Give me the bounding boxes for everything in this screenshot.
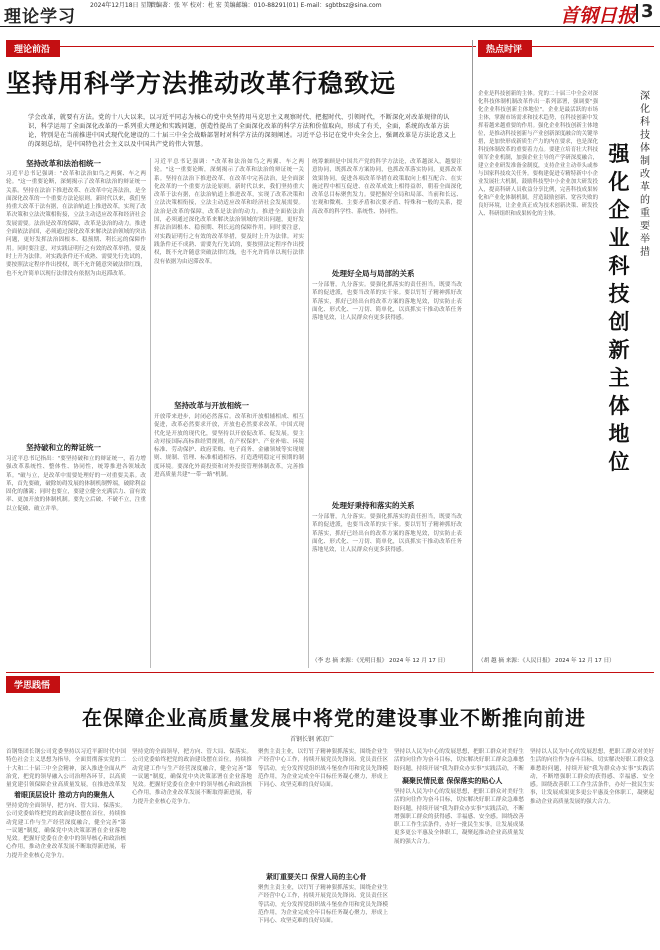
bottom-subhead-2: 紧盯重要关口 保营人局的主心骨: [266, 873, 367, 881]
section-name: 理论学习: [4, 7, 76, 27]
page-number: 3: [641, 1, 654, 22]
editor-line: 责编著：张 军 校对：杜 宏 美编邮编：010-88291(01) E-mail：sgbtbsz@sina.com: [150, 2, 382, 9]
subhead-1: 坚持改革和法治相统一: [26, 159, 101, 168]
page-number-divider: [636, 4, 638, 22]
section-5-body: 一分部署，九分落实。要强化抓落实的责任担当，既要当改革的促进派，也要当改革的实干家。要以钉钉子精神抓好改革落实，抓好已经出台的改革方案的落地见效，切实防止表面化、形式化、一刀切、简单化，以真抓实干推动改革任务落地见效，让人民群众有更多获得感。: [312, 514, 462, 554]
bottom-column-5: 坚持以人民为中心的发展思想，把职工群众对美好生活的向往作为奋斗目标，切实解决好职工群众急难愁盼问题，持续开展"我为群众办实事"实践活动，不断增强职工群众的获得感、幸福感、安全感。围绕改善职工工作生活条件，办好一批民生实事，让发展成果更多更公平惠及全体职工，凝聚起推动企业高质量发展的强大合力。: [530, 749, 654, 805]
kicker-tag: 理论前沿: [6, 40, 60, 57]
right-article-title: 强化企业科技创新主体地位: [608, 141, 630, 474]
right-article-body: 企业是科技创新的主体。党的二十届三中全会对深化科技体制机制改革作出一系列部署，强调要"强化企业科技创新主体地位"。企业是最活跃的市场主体，掌握市场需求和技术趋势，在科技创新中发挥着越来越重要的作用。强化企业科技创新主体地位，是推动科技创新与产业创新深度融合的关键举措，是加快形成新质生产力的内在要求，也是深化科技体制改革的重要着力点。要建立培育壮大科技领军企业机制，加强企业主导的产学研深度融合，建立企业研发准备金制度，支持企业主动牵头或参与国家科技攻关任务。要构建促进专精特新中小企业发展壮大机制，鼓励科技型中小企业加大研发投入，提高科研人员收益分享比例，完善科技成果转化和产业化体制机制，营造鼓励创新、宽容失败的良好环境，让企业真正成为技术创新决策、研发投入、科研组织和成果转化的主体。: [478, 91, 598, 217]
main-headline: 坚持用科学方法推动改革行稳致远: [6, 69, 397, 98]
section-2-body: 习近平总书记指出："要坚持破和立的辩证统一，着力增强改革系统性、整体性、协同性，统筹推进各领域改革。"破与立，是改革中需要处理好的一对重要关系。改革，首先要破，破除妨碍发展的体制机制弊端，破除利益固化的藩篱；同时也要立，要建立健全充满活力、富有效率、更加开放的体制机制。要先立后破、不破不立，注重以立促破、破立并举。: [6, 456, 146, 512]
date-line: 2024年12月18日 星期三: [90, 2, 159, 9]
section-4-body: 一分部署，九分落实。要强化抓落实的责任担当，既要当改革的促进派，也要当改革的实干家。要以钉钉子精神抓好改革落实，抓好已经出台的改革方案的落地见效，切实防止表面化、形式化、一刀切、简单化，以真抓实干推动改革任务落地见效，让人民群众有更多获得感。: [312, 282, 462, 322]
newspaper-logo: 首钢日报: [560, 5, 637, 27]
bottom-headline: 在保障企业高质量发展中将党的建设事业不断推向前进: [82, 706, 586, 730]
section-3-body: 开放带来进步，封闭必然落后。改革和开放相辅相成、相互促进，改革必然要求开放，开放也必然要求改革。中国式现代化是开放的现代化，要坚持以开放促改革、促发展。要主动对接国际高标准经贸规则，在产权保护、产业补贴、环境标准、劳动保护、政府采购、电子商务、金融领域等实现规则、规制、管理、标准相通相容，打造透明稳定可预期的制度环境。要深化外商投资和对外投资管理体制改革，完善推进高质量共建"一带一路"机制。: [154, 414, 304, 479]
bottom-section-1-body: 坚持党的全面领导，把方向、管大局、保落实。公司党委始终把党的政治建设摆在首位，持续推动党建工作与生产经营深度融合，健全完善"第一议题"制度，确保党中央决策部署在企业落地见效。把握好党委在企业中的领导核心和政治核心作用，推动企业改革发展不断取得新进展，着力提升企业核心竞争力。: [6, 803, 126, 859]
subhead-3: 坚持改革与开放相统一: [174, 401, 249, 410]
bottom-section-3-body: 坚持以人民为中心的发展思想，把职工群众对美好生活的向往作为奋斗目标，切实解决好职工群众急难愁盼问题，持续开展"我为群众办实事"实践活动，不断增强职工群众的获得感、幸福感、安全感。围绕改善职工工作生活条件，办好一批民生实事，让发展成果更多更公平惠及全体职工，凝聚起推动企业高质量发展的强大合力。: [394, 789, 524, 845]
section-divider: [472, 40, 473, 672]
bottom-subhead-3: 凝聚民情民意 保保落实的贴心人: [402, 777, 503, 785]
section-2-continued: [154, 158, 304, 393]
subhead-5: 处理好秉持和落实的关系: [332, 501, 415, 510]
bottom-kicker-tag: 学思践悟: [6, 676, 60, 693]
left-article-signature: （李 忠 摘 来源：《光明日报》 2024 年 12 月 17 日）: [312, 658, 449, 664]
section-3-continued: 统筹兼顾是中国共产党的科学方法论，改革越深入，越要注意协同，既抓改革方案协同，也抓改革落实协同，更抓改革效果协同，促进各项改革举措在政策取向上相互配合、在实施过程中相互促进、在改革成效上相得益彰，朝着全面深化改革总目标聚焦发力。要把握好全局和局部、当前和长远、宏观和微观、主要矛盾和次要矛盾、特殊和一般的关系，提高改革的科学性、系统性、协同性。: [312, 159, 462, 215]
bottom-subhead-1: 着眼顶层设计 推动方向的聚焦人: [14, 791, 115, 799]
right-article-signature: （胡 越 摘 来源：《人民日报》 2024 年 12 月 17 日）: [478, 658, 615, 664]
subhead-4: 处理好全局与局部的关系: [332, 269, 415, 278]
column-divider: [150, 158, 151, 668]
lead-paragraph: 学会改革，就要有方法。党的十八大以来，以习近平同志为核心的党中央坚持用马克思主义观察时代、把握时代、引领时代，不断深化对改革规律的认识，科学运用了全面深化改革的一系列重大理论和实践问题，创造性提出了全面深化改革的科学方法和价值取向，形成了有关，全面，系统的改革方法论，特别是在当前推进中国式现代化建设的二十届三中全会战略部署时对科学方法的深刻阐述。习近平总书记在党中央全会上，强调改革是方法论意义上的深刻总结，是中国特色社会主义以及中国共产党的伟大智慧。: [28, 114, 456, 148]
subhead-2: 坚持破和立的辩证统一: [26, 443, 101, 452]
bottom-column-3: 聚焦主责主业，以钉钉子精神狠抓落实，围绕企业生产经营中心工作，持续开展党员先锋岗、党员责任区等活动，充分发挥党组织战斗堡垒作用和党员先锋模范作用，为企业完成全年目标任务凝心聚力，形成上下同心、攻坚克难的良好局面。: [258, 749, 388, 789]
section-1-continued-text: 习近平总书记强调："改革和法治如鸟之两翼、车之两轮。"这一重要论断，深刻揭示了改革和法治的辩证统一关系。坚持在法治下推进改革、在改革中完善法治，是全面深化改革的一个重要方法论原则。新时代以来，我们坚持重大改革于法有据，在法治轨道上推进改革，实现了改革决策和立法决策相衔接，立法主动适应改革和经济社会发展需要。法治是改革的保障，改革是法治的动力。推进全面依法治国，必须通过深化改革来解决法治领域的突出问题，更好发挥法治固根本、稳预期、利长远的保障作用。同时要注意，对实践证明行之有效的改革举措，要及时上升为法律。对实践条件还不成熟、需要先行先试的，要按照法定程序作出授权，既不允许随意突破法律红线，也不允许简单以现行法律没有依据为由迟滞改革。: [154, 159, 304, 265]
right-article-subtitle: 深化科技体制改革的重要举措: [640, 91, 650, 258]
bottom-divider: [6, 672, 654, 673]
section-1-body: 习近平总书记强调："改革和法治如鸟之两翼、车之两轮。"这一重要论断，深刻揭示了改革和法治的辩证统一关系。坚持在法治下推进改革、在改革中完善法治，是全面深化改革的一个重要方法论原则。新时代以来，我们坚持重大改革于法有据，在法治轨道上推进改革，实现了改革决策和立法决策相衔接，立法主动适应改革和经济社会发展需要。法治是改革的保障，改革是法治的动力。推进全面依法治国，必须通过深化改革来解决法治领域的突出问题，更好发挥法治固根本、稳预期、利长远的保障作用。同时要注意，对实践证明行之有效的改革举措，要及时上升为法律。对实践条件还不成熟、需要先行先试的，要按照法定程序作出授权，既不允许随意突破法律红线，也不允许简单以现行法律没有依据为由迟滞改革。: [6, 171, 146, 277]
bottom-byline: 首钢长钢 郭京广: [290, 736, 334, 743]
right-kicker-tag: 热点时评: [478, 40, 532, 57]
bottom-column-4-top: 坚持以人民为中心的发展思想，把职工群众对美好生活的向往作为奋斗目标，切实解决好职工群众急难愁盼问题，持续开展"我为群众办实事"实践活动，不断: [394, 749, 524, 772]
bottom-column-2: 坚持党的全面领导，把方向、管大局、保落实。公司党委始终把党的政治建设摆在首位，持续推动党建工作与生产经营深度融合，健全完善"第一议题"制度，确保党中央决策部署在企业落地见效。把握好党委在企业中的领导核心和政治核心作用，推动企业改革发展不断取得新进展，着力提升企业核心竞争力。: [132, 749, 252, 805]
bottom-intro: 首钢集团长钢公司党委坚持以习近平新时代中国特色社会主义思想为指导，全面贯彻落实党的二十大和二十届三中全会精神，深入推进全面从严治党，把党的领导融入公司治理各环节，以高质量党建引领保障企业高质量发展，在推进改革发: [6, 749, 126, 788]
kicker-rule: [6, 46, 476, 47]
bottom-section-2-body: 聚焦主责主业，以钉钉子精神狠抓落实，围绕企业生产经营中心工作，持续开展党员先锋岗、党员责任区等活动，充分发挥党组织战斗堡垒作用和党员先锋模范作用，为企业完成全年目标任务凝心聚力，形成上下同心、攻坚克难的良好局面。: [258, 885, 388, 925]
column-divider: [308, 158, 309, 668]
